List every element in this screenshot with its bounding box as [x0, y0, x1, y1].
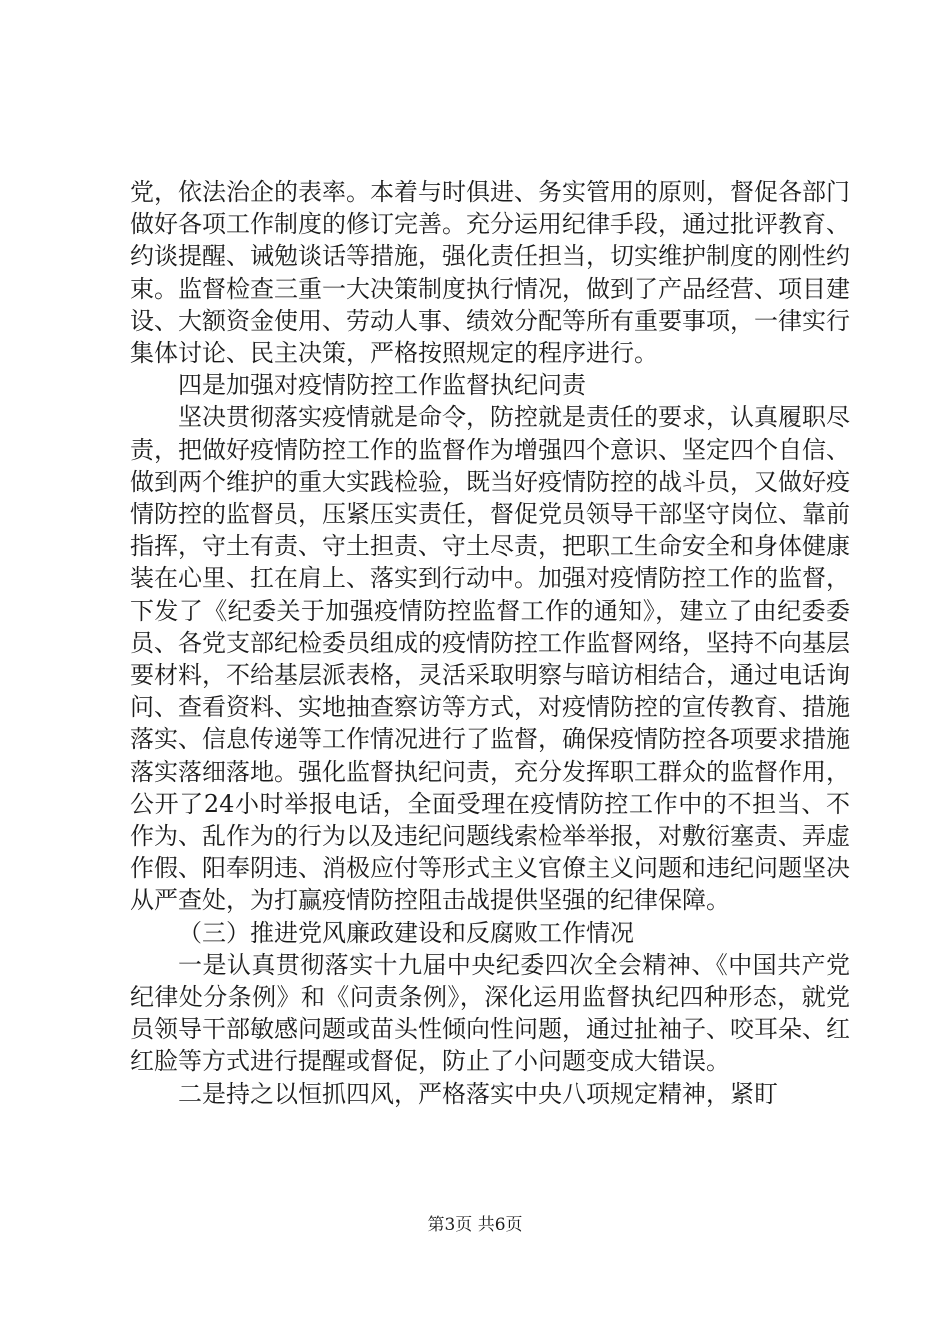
paragraph-heading-four: 四是加强对疫情防控工作监督执纪问责 — [178, 371, 586, 400]
paragraph-point-two: 二是持之以恒抓四风，严格落实中央八项规定精神，紧盯 — [178, 1079, 778, 1108]
document-body — [130, 176, 850, 1110]
paragraph-section-three-heading: （三）推进党风廉政建设和反腐败工作情况 — [178, 918, 634, 947]
paragraph-epidemic-supervision: 坚决贯彻落实疫情就是命令，防控就是责任的要求，认真履职尽责，把做好疫情防控工作的监督作为增强四个意识、坚定四个自信、做到两个维护的重大实践检验，既当好疫情防控的战斗员，又做好疫情防控的监督员，压紧压实责任，督促党员领导干部坚守岗位、靠前指挥，守土有责、守土担责、守土尽责，把职工生命安全和身体健康装在心里、扛在肩上、落实到行动中。加强对疫情防控工作的监督，下发了《纪委关于加强疫情防控监督工作的通知》，建立了由纪委委员、各党支部纪检委员组成的疫情防控工作监督网络，坚持不向基层要材料，不给基层派表格，灵活采取明察与暗访相结合，通过电话询问、查看资料、实地抽查察访等方式，对疫情防控的宣传教育、措施落实、信息传递等工作情况进行了监督，确保疫情防控各项要求措施落实落细落地。强化监督执纪问责，充分发挥职工群众的监督作用，公开了24小时举报电话，全面受理在疫情防控工作中的不担当、不作为、乱作为的行为以及违纪问题线索检举举报，对敷衍塞责、弄虚作假、阳奉阴违、消极应付等形式主义官僚主义问题和违纪问题坚决从严查处，为打赢疫情防控阻击战提供坚强的纪律保障。 — [130, 403, 850, 915]
paragraph-point-one: 一是认真贯彻落实十九届中央纪委四次全会精神、《中国共产党纪律处分条例》和《问责条例》，深化运用监督执纪四种形态，就党员领导干部敏感问题或苗头性倾向性问题，通过扯袖子、咬耳朵、红红脸等方式进行提醒或督促，防止了小问题变成大错误。 — [130, 950, 850, 1076]
page-footer — [0, 1210, 950, 1235]
page-number-label: 第3页 共6页 — [427, 1215, 523, 1235]
paragraph-continuation: 党，依法治企的表率。本着与时俱进、务实管用的原则，督促各部门做好各项工作制度的修订完善。充分运用纪律手段，通过批评教育、约谈提醒、诫勉谈话等措施，强化责任担当，切实维护制度的刚性约束。监督检查三重一大决策制度执行情况，做到了产品经营、项目建设、大额资金使用、劳动人事、绩效分配等所有重要事项，一律实行集体讨论、民主决策，严格按照规定的程序进行。 — [130, 178, 850, 368]
